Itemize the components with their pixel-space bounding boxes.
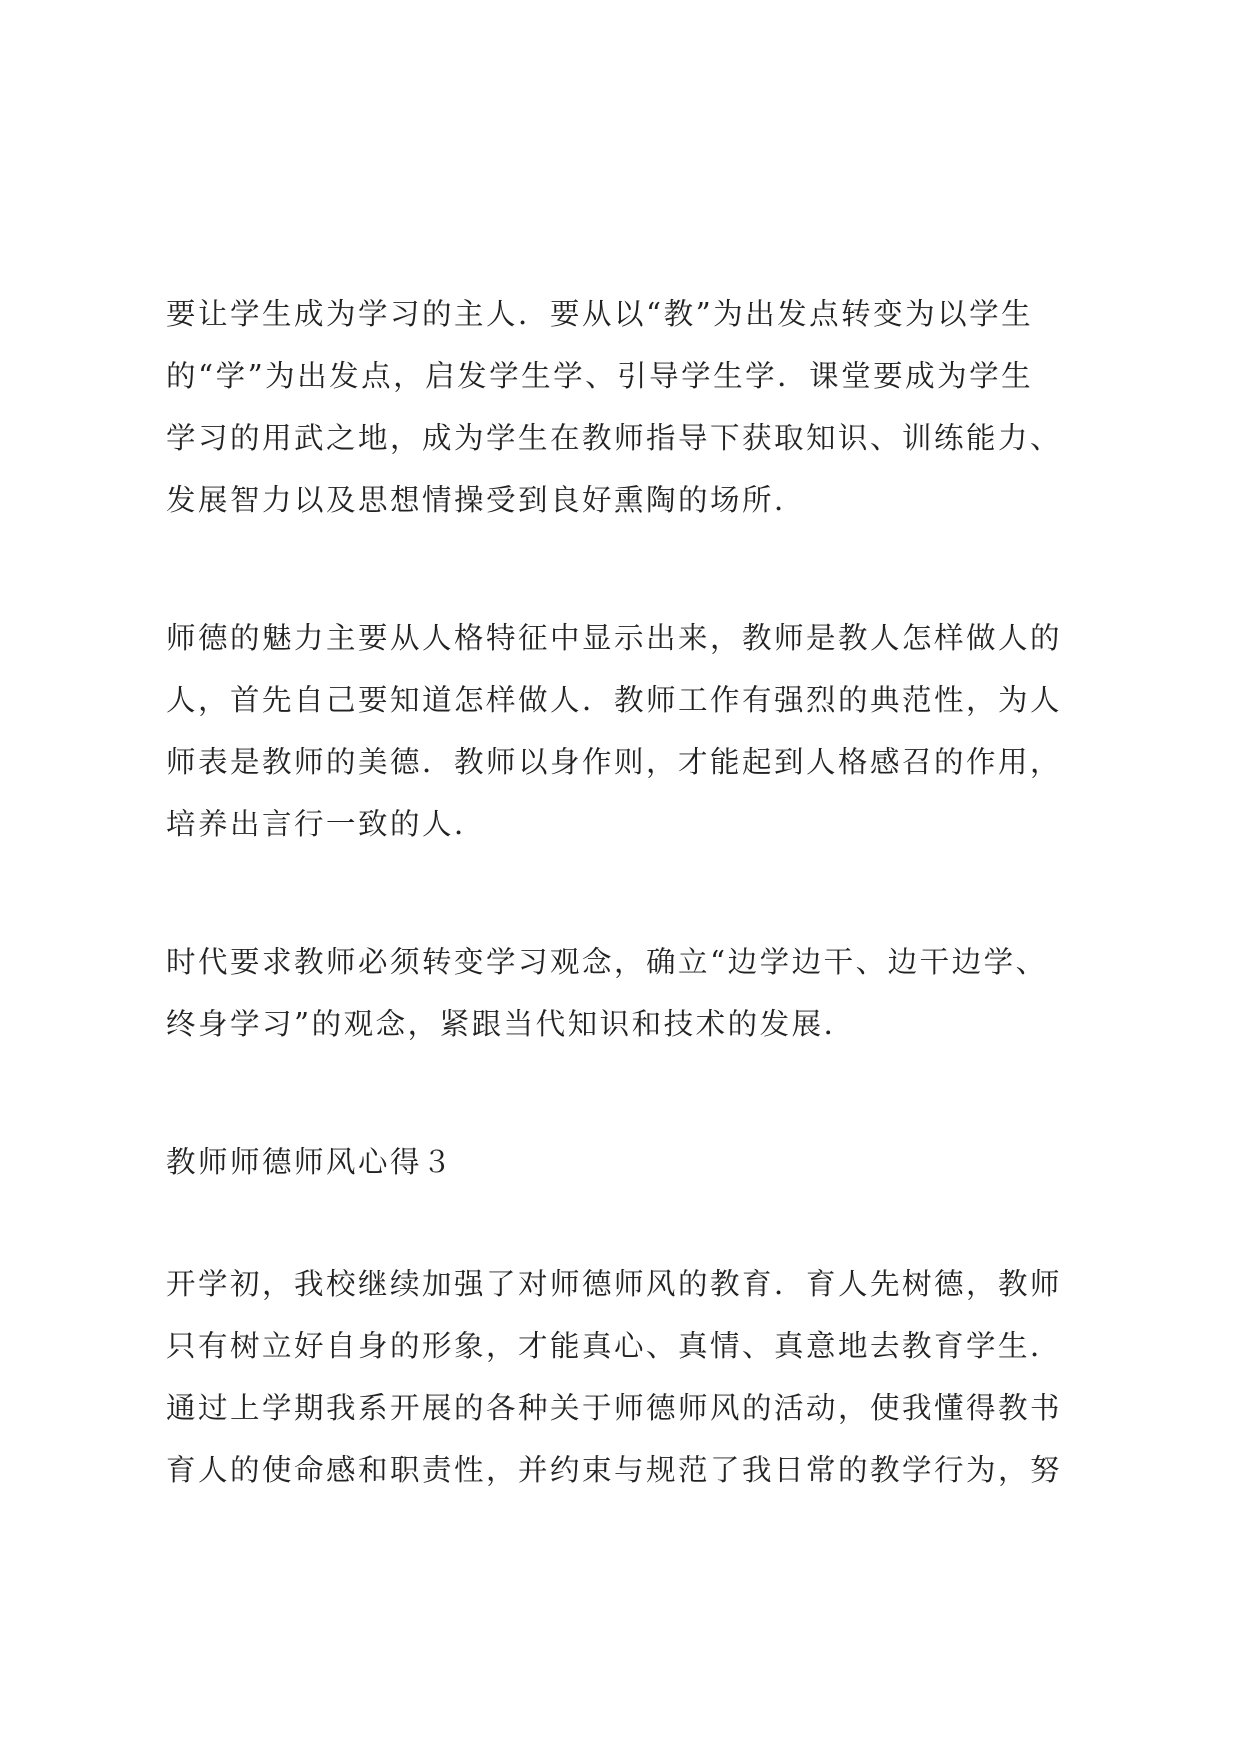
paragraph-semester-start: [166, 1253, 1086, 1501]
paragraph-line: 的“学”为出发点，启发学生学、引导学生学．课堂要成为学生: [166, 359, 1034, 393]
paragraph-line: 终身学习”的观念，紧跟当代知识和技术的发展．: [166, 1007, 856, 1041]
section-heading-text: 教师师德师风心得３: [166, 1145, 455, 1179]
paragraph-line: 师表是教师的美德．教师以身作则，才能起到人格感召的作用，: [166, 745, 1063, 779]
paragraph-line: 发展智力以及思想情操受到良好熏陶的场所．: [166, 483, 807, 517]
paragraph-line: 通过上学期我系开展的各种关于师德师风的活动，使我懂得教书: [166, 1391, 1063, 1425]
paragraph-teacher-ethics-charm: [166, 607, 1086, 855]
paragraph-line: 开学初，我校继续加强了对师德师风的教育．育人先树德，教师: [166, 1267, 1063, 1301]
paragraph-line: 学习的用武之地，成为学生在教师指导下获取知识、训练能力、: [166, 421, 1063, 455]
paragraph-line: 要让学生成为学习的主人．要从以“教”为出发点转变为以学生: [166, 297, 1034, 331]
paragraph-student-centered-learning: [166, 283, 1086, 531]
paragraph-line: 人，首先自己要知道怎样做人．教师工作有强烈的典范性，为人: [166, 683, 1063, 717]
section-heading: [166, 1131, 1086, 1193]
paragraph-lifelong-learning: [166, 931, 1086, 1055]
paragraph-line: 师德的魅力主要从人格特征中显示出来，教师是教人怎样做人的: [166, 621, 1063, 655]
paragraph-line: 培养出言行一致的人．: [166, 807, 487, 841]
paragraph-line: 育人的使命感和职责性，并约束与规范了我日常的教学行为，努: [166, 1453, 1063, 1487]
paragraph-line: 时代要求教师必须转变学习观念，确立“边学边干、边干边学、: [166, 945, 1048, 979]
paragraph-line: 只有树立好自身的形象，才能真心、真情、真意地去教育学生．: [166, 1329, 1063, 1363]
